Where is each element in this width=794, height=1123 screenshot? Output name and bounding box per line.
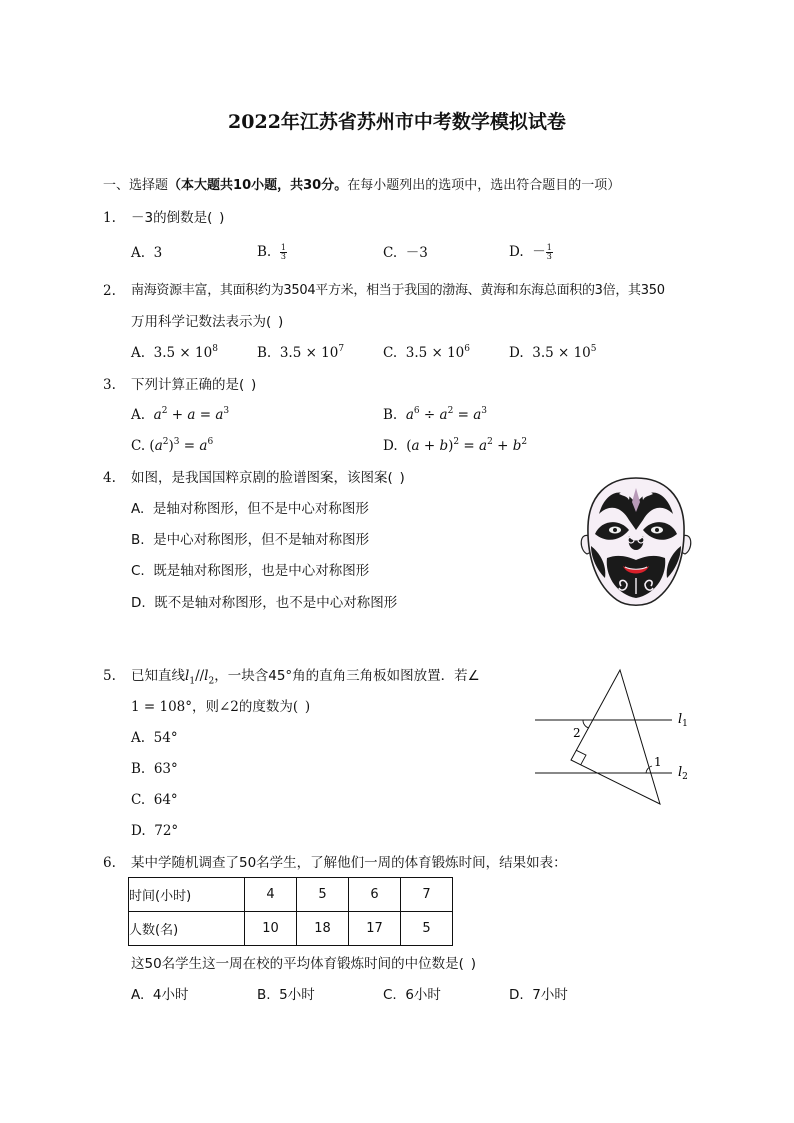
- table-cell: 7: [401, 878, 453, 912]
- table-cell: 人数(名): [129, 912, 245, 946]
- q2-option-c: C. $3.5 \times 10^6$: [383, 344, 471, 361]
- q6-option-d: D. 7小时: [509, 987, 568, 1003]
- right-angle-mark: [576, 750, 586, 765]
- q6-option-b: B. 5小时: [257, 987, 315, 1003]
- q3-number: 3.: [103, 377, 116, 393]
- section-heading: 一、选择题（本大题共10小题，共30分。在每小题列出的选项中，选出符合题目的一项）: [103, 178, 621, 193]
- q6-number: 6.: [103, 855, 116, 871]
- q3-option-c: C. $(a^2)^3 = a^6$: [131, 437, 214, 454]
- q1-number: 1.: [103, 210, 116, 226]
- angle-2-arc: [583, 720, 589, 728]
- table-row: [129, 878, 453, 912]
- q4-option-b: B. 是中心对称图形，但不是轴对称图形: [131, 532, 370, 548]
- q6-question: 这50名学生这一周在校的平均体育锻炼时间的中位数是( ): [131, 956, 476, 972]
- triangle: [571, 670, 660, 804]
- parallel-lines-triangle-figure: [530, 665, 700, 810]
- q4-stem: 如图，是我国国粹京剧的脸谱图案，该图案( ): [131, 470, 405, 486]
- q3-option-b: B. $a^6 \div a^2 = a^3$: [383, 406, 488, 423]
- q4-option-c: C. 既是轴对称图形，也是中心对称图形: [131, 563, 370, 579]
- q5-option-c: C. 64°: [131, 792, 178, 808]
- q1-option-a: A. 3: [131, 245, 163, 261]
- q5-number: 5.: [103, 668, 116, 684]
- q1-option-b: B. $\frac{1}{3}$: [257, 243, 286, 261]
- q6-data-table: [128, 877, 453, 946]
- q6-option-c: C. 6小时: [383, 987, 441, 1003]
- q4-number: 4.: [103, 470, 116, 486]
- q6-stem: 某中学随机调查了50名学生，了解他们一周的体育锻炼时间，结果如表：: [131, 855, 567, 871]
- q2-number: 2.: [103, 283, 116, 299]
- q5-stem-line2: 1 = 108°，则∠2的度数为( ): [131, 699, 311, 715]
- q2-option-a: A. $3.5 \times 10^8$: [131, 344, 218, 361]
- q3-option-a: A. $a^2 + a = a^3$: [131, 406, 230, 423]
- q1-option-c: C. －3: [383, 245, 428, 261]
- l2-label: $l_2$: [678, 765, 688, 782]
- fraction: $\frac{1}{3}$: [280, 243, 286, 261]
- table-cell: 5: [297, 878, 349, 912]
- table-cell: 时间(小时): [129, 878, 245, 912]
- q2-option-d: D. $3.5 \times 10^5$: [509, 344, 597, 361]
- table-row: [129, 912, 453, 946]
- table-cell: 4: [245, 878, 297, 912]
- table-cell: 5: [401, 912, 453, 946]
- q4-option-d: D. 既不是轴对称图形，也不是中心对称图形: [131, 595, 398, 611]
- angle-1-arc: [646, 766, 652, 773]
- q3-stem: 下列计算正确的是( ): [131, 377, 257, 393]
- fraction: $\frac{1}{3}$: [546, 243, 552, 261]
- q3-option-d: D. $(a + b)^2 = a^2 + b^2$: [383, 437, 528, 454]
- q5-stem-line1: 已知直线$l_1//l_2$，一块含45°角的直角三角板如图放置．若∠: [131, 668, 480, 687]
- table-cell: 6: [349, 878, 401, 912]
- q2-stem-line2: 万用科学记数法表示为( ): [131, 314, 284, 330]
- table-cell: 17: [349, 912, 401, 946]
- q5-option-b: B. 63°: [131, 761, 178, 777]
- q1-stem: －3的倒数是( ): [131, 210, 225, 226]
- q4-option-a: A. 是轴对称图形，但不是中心对称图形: [131, 501, 369, 517]
- q6-option-a: A. 4小时: [131, 987, 189, 1003]
- l1-label: $l_1$: [678, 712, 688, 729]
- page-title: 2022年江苏省苏州市中考数学模拟试卷: [228, 111, 566, 133]
- angle-2-label: 2: [573, 726, 581, 740]
- opera-mask-image: [581, 478, 691, 605]
- table-cell: 10: [245, 912, 297, 946]
- q5-option-d: D. 72°: [131, 823, 179, 839]
- opera-mask-figure: [577, 474, 695, 609]
- q1-option-d: D. － $\frac{1}{3}$: [509, 243, 552, 261]
- angle-1-label: 1: [654, 755, 662, 769]
- q2-stem-line1: 南海资源丰富，其面积约为3504平方米，相当于我国的渤海、黄海和东海总面积的3倍，其350: [131, 283, 665, 298]
- table-cell: 18: [297, 912, 349, 946]
- q5-option-a: A. 54°: [131, 730, 178, 746]
- q2-option-b: B. $3.5 \times 10^7$: [257, 344, 345, 361]
